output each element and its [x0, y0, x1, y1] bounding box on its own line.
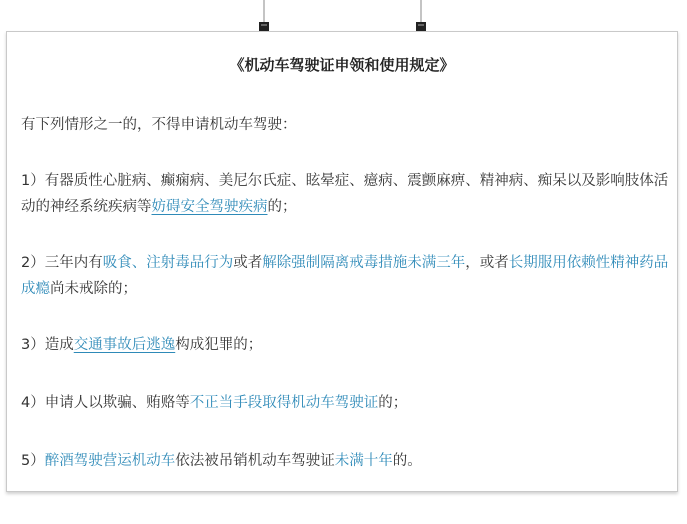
list-item-2 — [21, 250, 669, 302]
document-title: 《机动车驾驶证申领和使用规定》 — [229, 56, 455, 74]
intro-text: 有下列情形之一的，不得申请机动车驾驶： — [21, 117, 297, 133]
item-text: 的； — [378, 395, 408, 411]
item-text: 2）三年内有 — [21, 255, 103, 271]
item-text: 的。 — [392, 453, 422, 469]
list-item-4 — [21, 390, 669, 416]
item-text: 4）申请人以欺骗、贿赂等 — [21, 395, 190, 411]
item-text: 5） — [21, 453, 45, 469]
list-item-5 — [21, 448, 669, 474]
highlight-link[interactable]: 交通事故后逃逸 — [73, 337, 176, 353]
item-text: 1）有器质性心脏病、癫痫病、美尼尔氏症、眩晕症、癔病、震颤麻痹、精神病、痴呆以及影响肢体活动的神经系统疾病等 — [21, 173, 669, 215]
item-text: ，或者 — [465, 255, 509, 271]
highlight-text: 吸食、注射毒品行为 — [102, 255, 234, 271]
highlight-link[interactable]: 妨碍安全驾驶疾病 — [151, 199, 268, 215]
list-item-3 — [21, 332, 669, 358]
highlight-text: 醉酒驾驶营运机动车 — [44, 453, 176, 469]
highlight-text: 未满十年 — [334, 453, 393, 469]
regulation-card — [6, 31, 678, 492]
item-text: 依法被吊销机动车驾驶证 — [175, 453, 335, 469]
highlight-text: 解除强制隔离戒毒措施未满三年 — [262, 255, 466, 271]
item-text: 构成犯罪的； — [175, 337, 263, 353]
list-item-1 — [21, 168, 669, 220]
highlight-text: 长期服用依赖性精神药品成瘾 — [21, 255, 669, 297]
item-text: 或者 — [233, 255, 263, 271]
highlight-text: 不正当手段取得机动车驾驶证 — [189, 395, 379, 411]
item-text: 的； — [267, 199, 297, 215]
item-text: 3）造成 — [21, 337, 74, 353]
item-text: 尚未戒除的； — [50, 281, 137, 297]
